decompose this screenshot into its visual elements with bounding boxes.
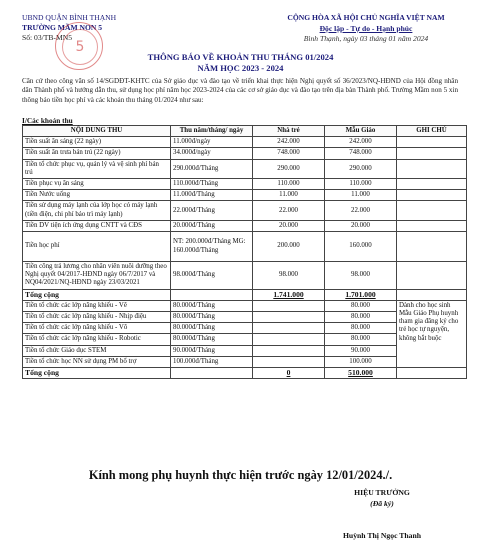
section-heading: I/Các khoản thu — [22, 116, 73, 125]
total-nursery: 1.741.000 — [253, 289, 325, 300]
row-kindergarten: 290.000 — [325, 159, 397, 178]
row-rate: 20.000đ/Tháng — [171, 220, 253, 231]
row-content: Tiền suất ăn trưa bán trú (22 ngày) — [23, 148, 171, 159]
table-row — [23, 190, 467, 201]
row-nursery: 242.000 — [253, 137, 325, 148]
document-number: Số: 03/TB-MN5 — [22, 33, 72, 42]
row-content: Tiền sử dụng máy lạnh của lớp học có máy lạnh (tiền điện, chi phí bảo trì máy lạnh) — [23, 201, 171, 220]
row-kindergarten: 80.000 — [325, 300, 397, 311]
row-kindergarten: 11.000 — [325, 190, 397, 201]
table-row — [23, 137, 467, 148]
total-note-empty — [397, 368, 467, 379]
row-nursery: 200.000 — [253, 232, 325, 262]
row-kindergarten: 90.000 — [325, 345, 397, 356]
row-nursery — [253, 312, 325, 323]
row-content: Tiền công trả lương cho nhân viên nuôi dưỡng theo Nghị quyết 04/2017-HĐND ngày 06/7/2017 và NQ04/2021/NQ-HĐND ngày 23/03/2021 — [23, 262, 171, 290]
row-note — [397, 159, 467, 178]
agency-name: UBND QUẬN BÌNH THẠNH — [22, 13, 117, 22]
row-kindergarten: 80.000 — [325, 323, 397, 334]
row-rate: 34.000đ/ngày — [171, 148, 253, 159]
row-kindergarten: 22.000 — [325, 201, 397, 220]
header-right — [250, 13, 481, 45]
row-content: Tiền phục vụ ăn sáng — [23, 179, 171, 190]
school-name: TRƯỜNG MẦM NON 5 — [22, 23, 103, 32]
row-kindergarten: 242.000 — [325, 137, 397, 148]
total-note-empty — [397, 289, 467, 300]
signature-role: HIỆU TRƯỞNG — [354, 488, 410, 497]
row-rate: 80.000đ/Tháng — [171, 334, 253, 345]
row-nursery: 748.000 — [253, 148, 325, 159]
row-nursery: 20.000 — [253, 220, 325, 231]
row-nursery — [253, 300, 325, 311]
table-row — [23, 220, 467, 231]
row-kindergarten: 160.000 — [325, 232, 397, 262]
total-empty — [171, 368, 253, 379]
row-kindergarten: 100.000 — [325, 356, 397, 367]
row-content: Tiền tổ chức học NN sử dụng PM bổ trợ — [23, 356, 171, 367]
row-rate: 80.000đ/Tháng — [171, 323, 253, 334]
elective-note: Dành cho học sinh Mẫu Giáo Phụ huynh tham gia đăng ký cho trẻ học tự nguyện, không bắt buộc — [397, 300, 467, 367]
row-content: Tiền DV tiện ích ứng dụng CNTT và CĐS — [23, 220, 171, 231]
row-nursery — [253, 356, 325, 367]
row-nursery — [253, 323, 325, 334]
total-nursery: 0 — [253, 368, 325, 379]
row-rate: 22.000đ/Tháng — [171, 201, 253, 220]
total-label: Tổng cộng — [23, 289, 171, 300]
row-content: Tiền tổ chức các lớp năng khiếu - Vẽ — [23, 300, 171, 311]
row-kindergarten: 110.000 — [325, 179, 397, 190]
total-row — [23, 289, 467, 300]
fee-table — [22, 125, 467, 379]
row-note — [397, 201, 467, 220]
row-rate: 80.000đ/Tháng — [171, 312, 253, 323]
row-content: Tiền tổ chức các lớp năng khiếu - Nhịp điệu — [23, 312, 171, 323]
row-rate: 11.000đ/Tháng — [171, 190, 253, 201]
row-note — [397, 179, 467, 190]
total-empty — [171, 289, 253, 300]
row-nursery — [253, 345, 325, 356]
payment-reminder: Kính mong phụ huynh thực hiện trước ngày 12/01/2024./. — [88, 468, 393, 482]
row-note — [397, 137, 467, 148]
table-row — [23, 148, 467, 159]
table-row — [23, 179, 467, 190]
row-nursery: 110.000 — [253, 179, 325, 190]
row-nursery: 22.000 — [253, 201, 325, 220]
row-content: Tiền tổ chức Giáo dục STEM — [23, 345, 171, 356]
row-kindergarten: 98.000 — [325, 262, 397, 290]
total-row — [23, 368, 467, 379]
row-content: Tiền học phí — [23, 232, 171, 262]
row-note — [397, 190, 467, 201]
table-row — [23, 262, 467, 290]
total-label: Tổng cộng — [23, 368, 171, 379]
row-content: Tiền suất ăn sáng (22 ngày) — [23, 137, 171, 148]
row-nursery: 290.000 — [253, 159, 325, 178]
row-note — [397, 148, 467, 159]
row-rate: 98.000đ/Tháng — [171, 262, 253, 290]
table-row — [23, 300, 467, 311]
notice-subtitle: NĂM HỌC 2023 - 2024 — [197, 63, 284, 73]
row-rate: 290.000đ/Tháng — [171, 159, 253, 178]
notice-title: THÔNG BÁO VỀ KHOẢN THU THÁNG 01/2024 — [147, 52, 334, 62]
nation-motto: Độc lập - Tự do - Hạnh phúc — [319, 23, 413, 33]
table-row — [23, 201, 467, 220]
row-nursery: 98.000 — [253, 262, 325, 290]
row-rate: 90.000đ/Tháng — [171, 345, 253, 356]
row-note — [397, 232, 467, 262]
table-row — [23, 232, 467, 262]
row-rate: NT: 200.000đ/Tháng MG: 160.000đ/Tháng — [171, 232, 253, 262]
table-row — [23, 159, 467, 178]
header-content: NỘI DUNG THU — [23, 126, 171, 137]
row-rate: 100.000đ/Tháng — [171, 356, 253, 367]
row-kindergarten: 748.000 — [325, 148, 397, 159]
issue-date: Bình Thạnh, ngày 03 tháng 01 năm 2024 — [303, 34, 429, 43]
table-header-row — [23, 126, 467, 137]
signature-name: Huỳnh Thị Ngọc Thanh — [342, 531, 422, 540]
signature-status: (Đã ký) — [370, 499, 394, 508]
intro-paragraph: Căn cứ theo công văn số 14/SGDĐT-KHTC của Sở giáo dục và đào tạo về triển khai thực hiện Nghị quyết số 36/2023/NQ-HĐND của Hội đồng nhân dân Thành phố và hướng dẫn thu, sử dụng học phí năm học 2023-2024 của các cơ sở giáo dục và đào tạo trên địa bàn Thành phố. Trường Mầm non 5 xin thông báo tiền học phí và các khoản thu tháng 01/2024 như sau: — [22, 77, 458, 104]
row-kindergarten: 20.000 — [325, 220, 397, 231]
row-rate: 110.000đ/Tháng — [171, 179, 253, 190]
header-note: GHI CHÚ — [397, 126, 467, 137]
row-content: Tiền tổ chức các lớp năng khiếu - Võ — [23, 323, 171, 334]
row-note — [397, 262, 467, 290]
row-nursery — [253, 334, 325, 345]
row-nursery: 11.000 — [253, 190, 325, 201]
total-kindergarten: 1.701.000 — [325, 289, 397, 300]
row-content: Tiền Nước uống — [23, 190, 171, 201]
header-rate: Thu năm/tháng/ ngày — [171, 126, 253, 137]
row-rate: 80.000đ/Tháng — [171, 300, 253, 311]
header-kindergarten: Mẫu Giáo — [325, 126, 397, 137]
total-kindergarten: 510.000 — [325, 368, 397, 379]
row-kindergarten: 80.000 — [325, 334, 397, 345]
row-content: Tiền tổ chức các lớp năng khiếu - Robotic — [23, 334, 171, 345]
header-nursery: Nhà trẻ — [253, 126, 325, 137]
stamp-number: 5 — [75, 39, 85, 55]
nation-title: CỘNG HÒA XÃ HỘI CHỦ NGHĨA VIỆT NAM — [287, 13, 445, 22]
row-note — [397, 220, 467, 231]
row-kindergarten: 80.000 — [325, 312, 397, 323]
row-content: Tiền tổ chức phục vụ, quản lý và vệ sinh phí bán trú — [23, 159, 171, 178]
row-rate: 11.000đ/ngày — [171, 137, 253, 148]
